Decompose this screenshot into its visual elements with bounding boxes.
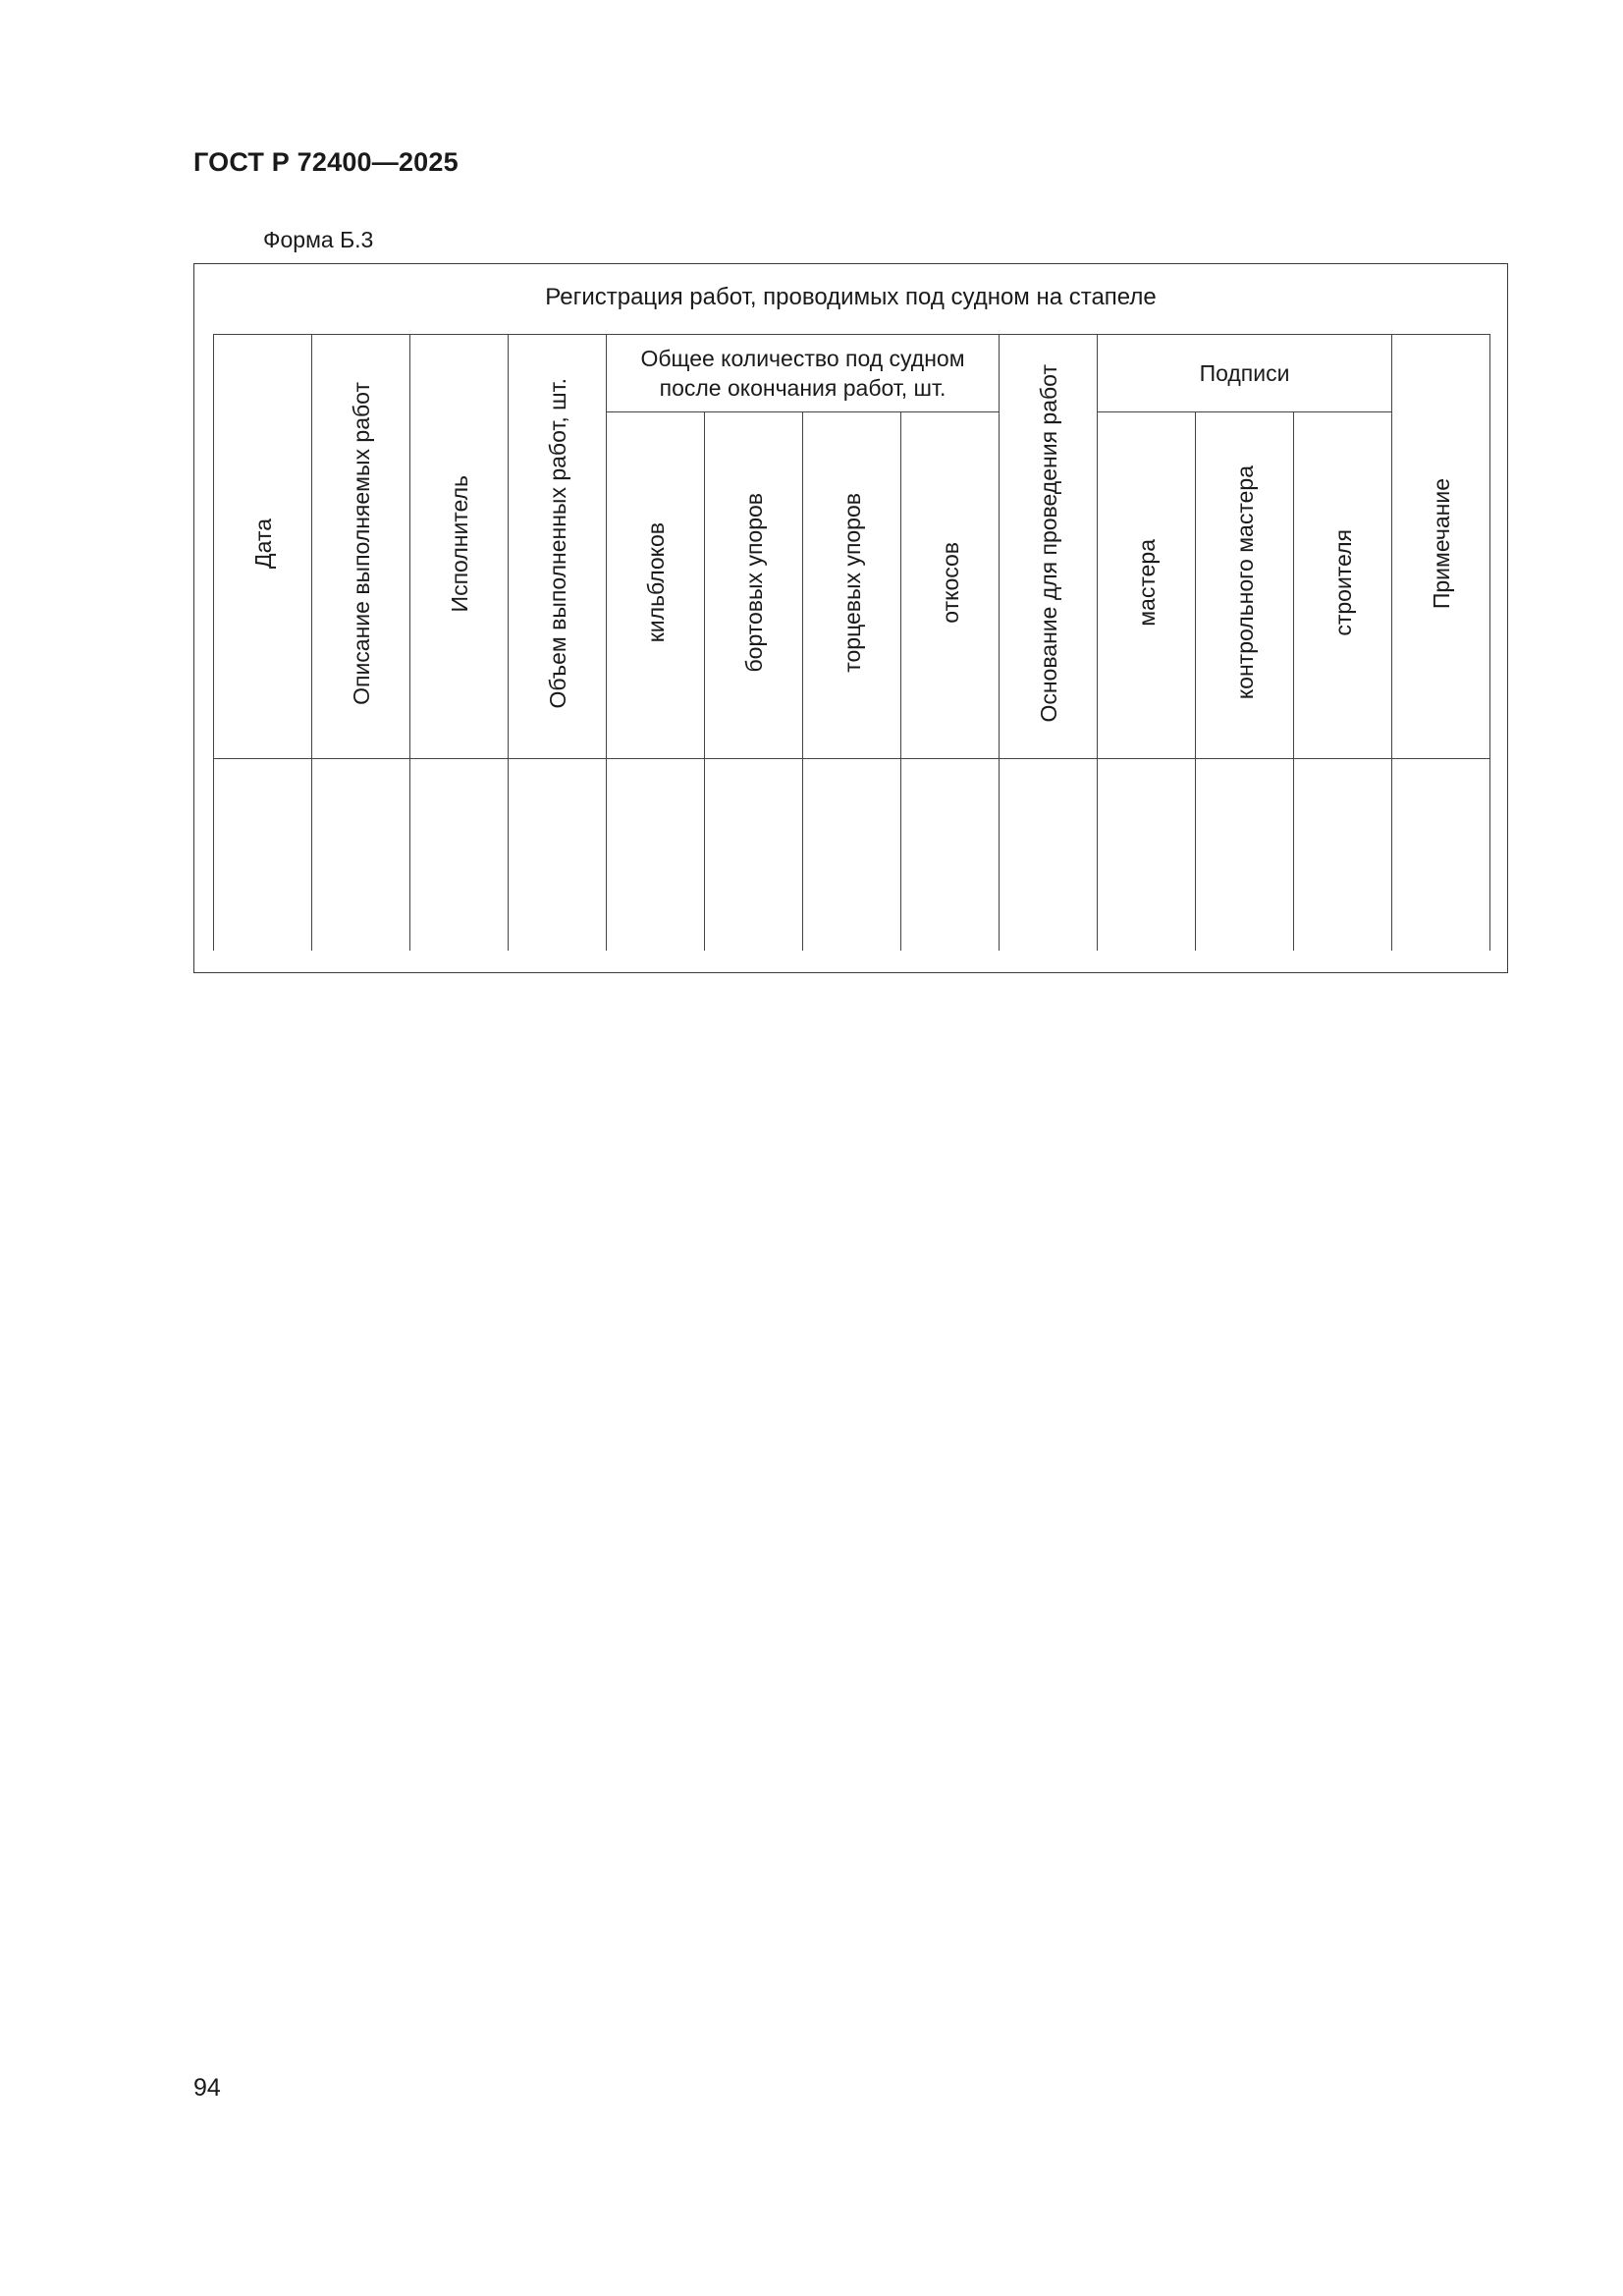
- page-number: 94: [193, 2074, 221, 2102]
- table-cell: [1392, 759, 1490, 952]
- column-header-side-stops: бортовых упоров: [705, 412, 803, 759]
- table-cell: [901, 759, 1000, 952]
- table-header-row: [214, 335, 1490, 412]
- column-header-date: Дата: [214, 335, 312, 759]
- table-row: [214, 759, 1490, 952]
- table-cell: [1294, 759, 1392, 952]
- form-label: Форма Б.3: [263, 227, 374, 252]
- column-header-volume: Объем выполненных работ, шт.: [509, 335, 607, 759]
- column-header-note: Примечание: [1392, 335, 1490, 759]
- column-header-control-master: контрольного мастера: [1196, 412, 1294, 759]
- document-standard-header: ГОСТ Р 72400—2025: [193, 147, 459, 177]
- column-header-slopes: откосов: [901, 412, 1000, 759]
- table-cell: [214, 759, 312, 952]
- table-cell: [803, 759, 901, 952]
- table-cell: [1000, 759, 1098, 952]
- table-cell: [1098, 759, 1196, 952]
- table-cell: [509, 759, 607, 952]
- column-header-end-stops: торцевых упоров: [803, 412, 901, 759]
- table-cell: [410, 759, 509, 952]
- table-cell: [1196, 759, 1294, 952]
- column-header-basis: Основание для проведения работ: [1000, 335, 1098, 759]
- column-group-total-quantity: Общее количество под судном после окончания работ, шт.: [607, 335, 1000, 412]
- table-cell: [705, 759, 803, 952]
- column-header-master: мастера: [1098, 412, 1196, 759]
- registration-table: [213, 334, 1490, 951]
- column-group-signatures: Подписи: [1098, 335, 1392, 412]
- table-cell: [312, 759, 410, 952]
- column-header-executor: Исполнитель: [410, 335, 509, 759]
- table-cell: [607, 759, 705, 952]
- column-header-builder: строителя: [1294, 412, 1392, 759]
- column-header-keel-blocks: кильблоков: [607, 412, 705, 759]
- table-title: Регистрация работ, проводимых под судном на стапеле: [545, 284, 1157, 310]
- column-header-work-description: Описание выполняемых работ: [312, 335, 410, 759]
